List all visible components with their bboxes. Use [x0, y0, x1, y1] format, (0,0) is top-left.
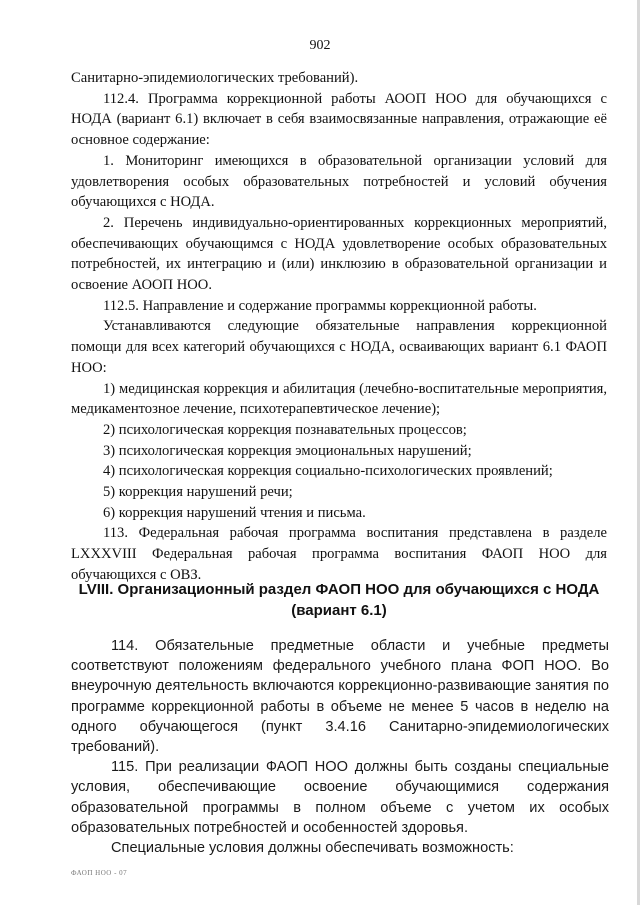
body-text-bottom	[71, 636, 609, 858]
paragraph: 1. Мониторинг имеющихся в образовательной организации условий для удовлетворения особых образовательных потребностей и условий обучения обучающихся с НОДА.	[71, 152, 607, 211]
list-item: 2) психологическая коррекция познавательных процессов;	[103, 421, 467, 438]
paragraph: 2. Перечень индивидуально-ориентированных коррекционных мероприятий, обеспечивающих обучающимся с НОДА удовлетворение особых образовательных потребностей, их интеграцию и (или) инклюзию в образовательной организации и освоение АООП НОО.	[71, 214, 607, 294]
paragraph: Устанавливаются следующие обязательные направления коррекционной помощи для всех категорий обучающихся с НОДА, осваивающих вариант 6.1 ФАОП НОО:	[71, 318, 607, 376]
list-item: 1) медицинская коррекция и абилитация (лечебно-воспитательные мероприятия, медикаментозное лечение, психотерапевтическое лечение);	[71, 380, 607, 418]
paragraph: 114. Обязательные предметные области и учебные предметы соответствуют положениям федерального учебного плана ФОП НОО. Во внеурочную деятельность включаются коррекционно-развивающие занятия по программе коррекционной работы в объеме не менее 5 часов в неделю на одного обучающегося (пункт 3.4.16 Санитарно-эпидемиологических требований).	[71, 638, 609, 756]
section-heading-line2: (вариант 6.1)	[291, 602, 387, 619]
footer-code: ФАОП НОО - 07	[71, 869, 128, 877]
section-heading-line1: LVIII. Организационный раздел ФАОП НОО для обучающихся с НОДА	[78, 581, 600, 598]
list-item: 3) психологическая коррекция эмоциональных нарушений;	[103, 442, 472, 459]
list-item: 4) психологическая коррекция социально-психологических проявлений;	[103, 463, 553, 480]
page-number: 902	[309, 38, 331, 53]
paragraph: 112.5. Направление и содержание программы коррекционной работы.	[103, 297, 537, 314]
paragraph: 112.4. Программа коррекционной работы АООП НОО для обучающихся с НОДА (вариант 6.1) включает в себя взаимосвязанные направления, отражающие её основное содержание:	[71, 90, 607, 149]
body-text-top	[71, 68, 607, 586]
list-item: 6) коррекция нарушений чтения и письма.	[103, 504, 366, 521]
paragraph: Санитарно-эпидемиологических требований).	[71, 70, 359, 86]
paragraph: Специальные условия должны обеспечивать возможность:	[111, 840, 514, 857]
list-item: 5) коррекция нарушений речи;	[103, 484, 293, 501]
section-heading	[71, 579, 607, 621]
paragraph: 113. Федеральная рабочая программа воспитания представлена в разделе LXXXVIII Федеральная рабочая программа воспитания ФАОП НОО для обучающихся с ОВЗ.	[71, 525, 607, 583]
paragraph: 115. При реализации ФАОП НОО должны быть созданы специальные условия, обеспечивающие освоение обучающимися содержания образовательной программы в полном объеме с учетом их особых образовательных потребностей и особенностей здоровья.	[71, 759, 609, 836]
